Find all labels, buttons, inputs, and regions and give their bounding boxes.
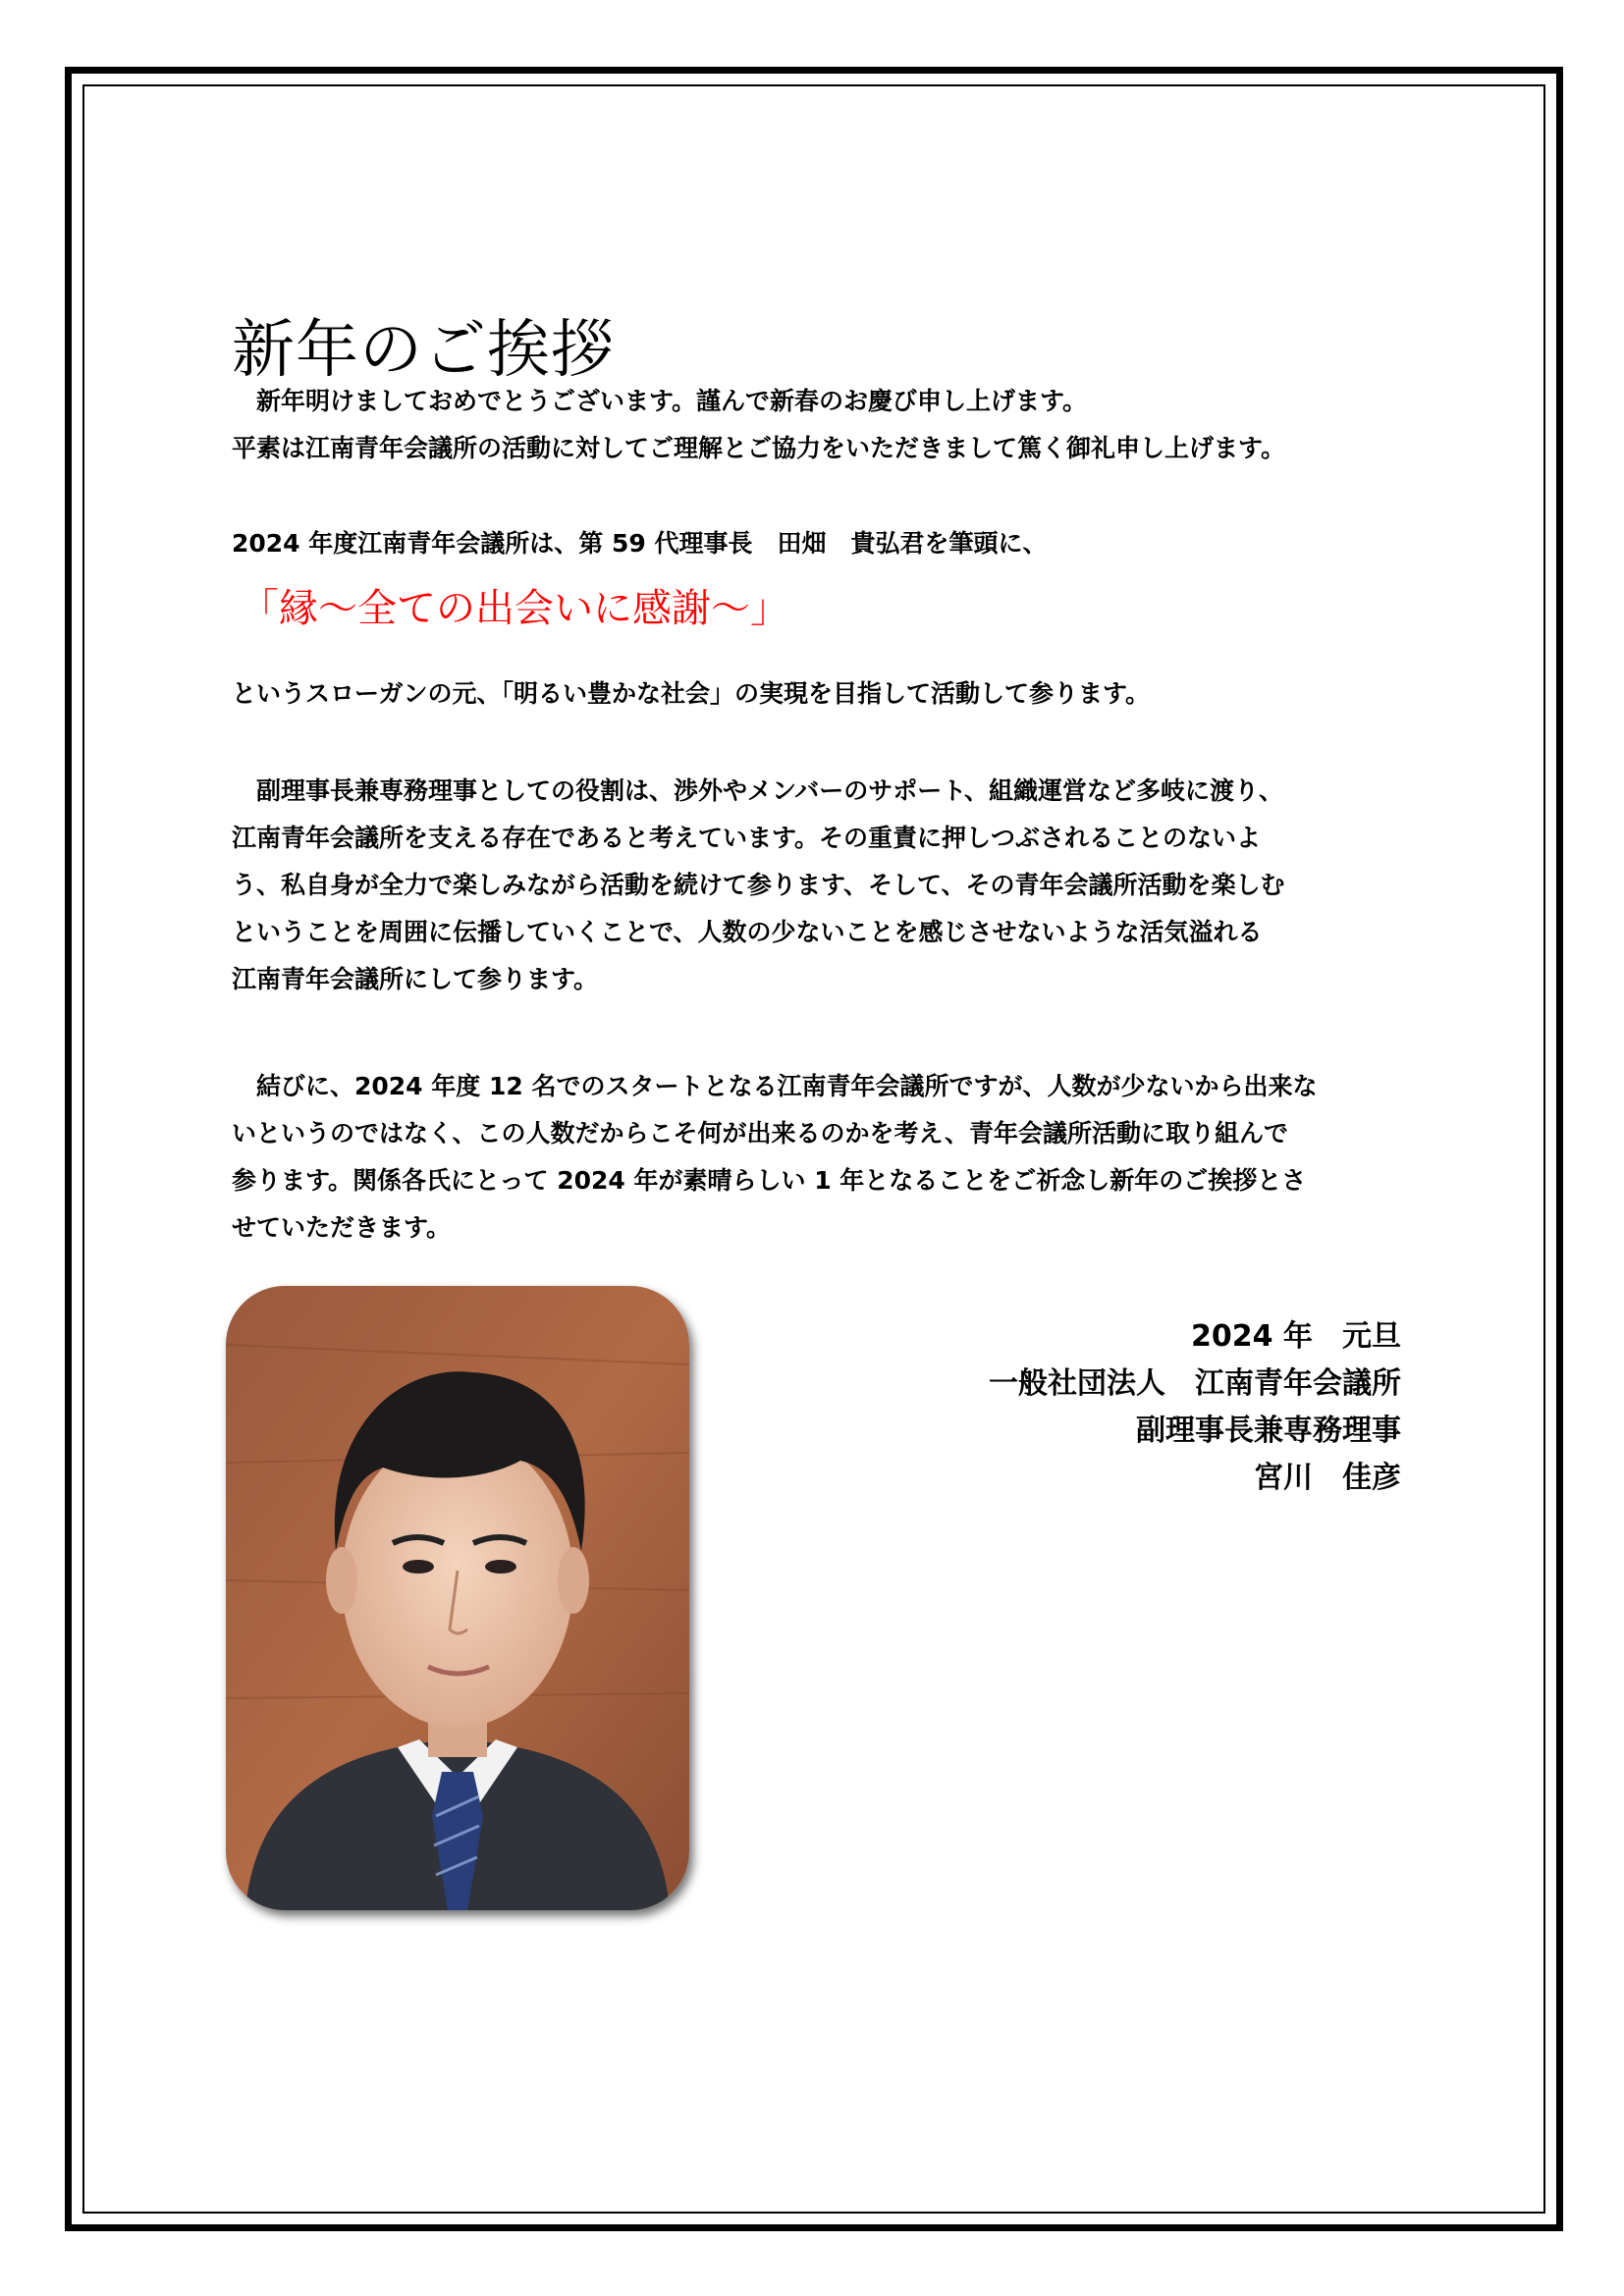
slogan: 「縁～全ての出会いに感謝～」 bbox=[240, 586, 789, 631]
closing-line: せていただきます。 bbox=[232, 1213, 452, 1242]
signature-block bbox=[989, 1313, 1401, 1502]
closing-line: 結びに、2024 年度 12 名でのスタートとなる江南青年会議所ですが、人数が少ないから出来な bbox=[232, 1072, 1318, 1100]
intro-line: 2024 年度江南青年会議所は、第 59 代理事長 田畑 貴弘君を筆頭に、 bbox=[232, 529, 1048, 558]
role-paragraph bbox=[232, 768, 1400, 1003]
role-line: 江南青年会議所を支える存在であると考えています。その重責に押しつぶされることのないよ bbox=[232, 824, 1262, 852]
closing-line: いというのではなく、この人数だからこそ何が出来るのかを考え、青年会議所活動に取り組んで bbox=[232, 1119, 1289, 1148]
role-line: ということを周囲に伝播していくことで、人数の少ないことを感じさせないような活気溢れる bbox=[232, 918, 1263, 946]
closing-paragraph bbox=[232, 1063, 1400, 1252]
closing-line: 参ります。関係各氏にとって 2024 年が素晴らしい 1 年となることをご祈念し新年のご挨拶とさ bbox=[232, 1166, 1307, 1195]
greeting-paragraph bbox=[232, 378, 1400, 472]
role-line: 副理事長兼専務理事としての役割は、渉外やメンバーのサポート、組織運営など多岐に渡り、 bbox=[232, 776, 1284, 805]
slogan-follow-paragraph bbox=[232, 670, 1400, 718]
portrait-photo bbox=[226, 1286, 689, 1910]
page-title: 新年のご挨拶 bbox=[232, 313, 615, 387]
signature-date: 2024 年 元旦 bbox=[1191, 1319, 1401, 1354]
slogan-follow-line: というスローガンの元、「明るい豊かな社会」の実現を目指して活動して参ります。 bbox=[232, 679, 1151, 708]
intro-paragraph bbox=[232, 520, 1400, 567]
greeting-line: 平素は江南青年会議所の活動に対してご理解とご協力をいただきまして篤く御礼申し上げます。 bbox=[232, 434, 1286, 462]
signature-name: 宮川 佳彦 bbox=[1254, 1461, 1401, 1495]
role-line: う、私自身が全力で楽しみながら活動を続けて参ります、そして、その青年会議所活動を楽しむ bbox=[232, 871, 1285, 899]
role-line: 江南青年会議所にして参ります。 bbox=[232, 965, 599, 993]
signature-position: 副理事長兼専務理事 bbox=[1136, 1414, 1401, 1448]
greeting-line: 新年明けましておめでとうございます。謹んで新春のお慶び申し上げます。 bbox=[232, 387, 1088, 415]
signature-organization: 一般社団法人 江南青年会議所 bbox=[989, 1366, 1401, 1401]
